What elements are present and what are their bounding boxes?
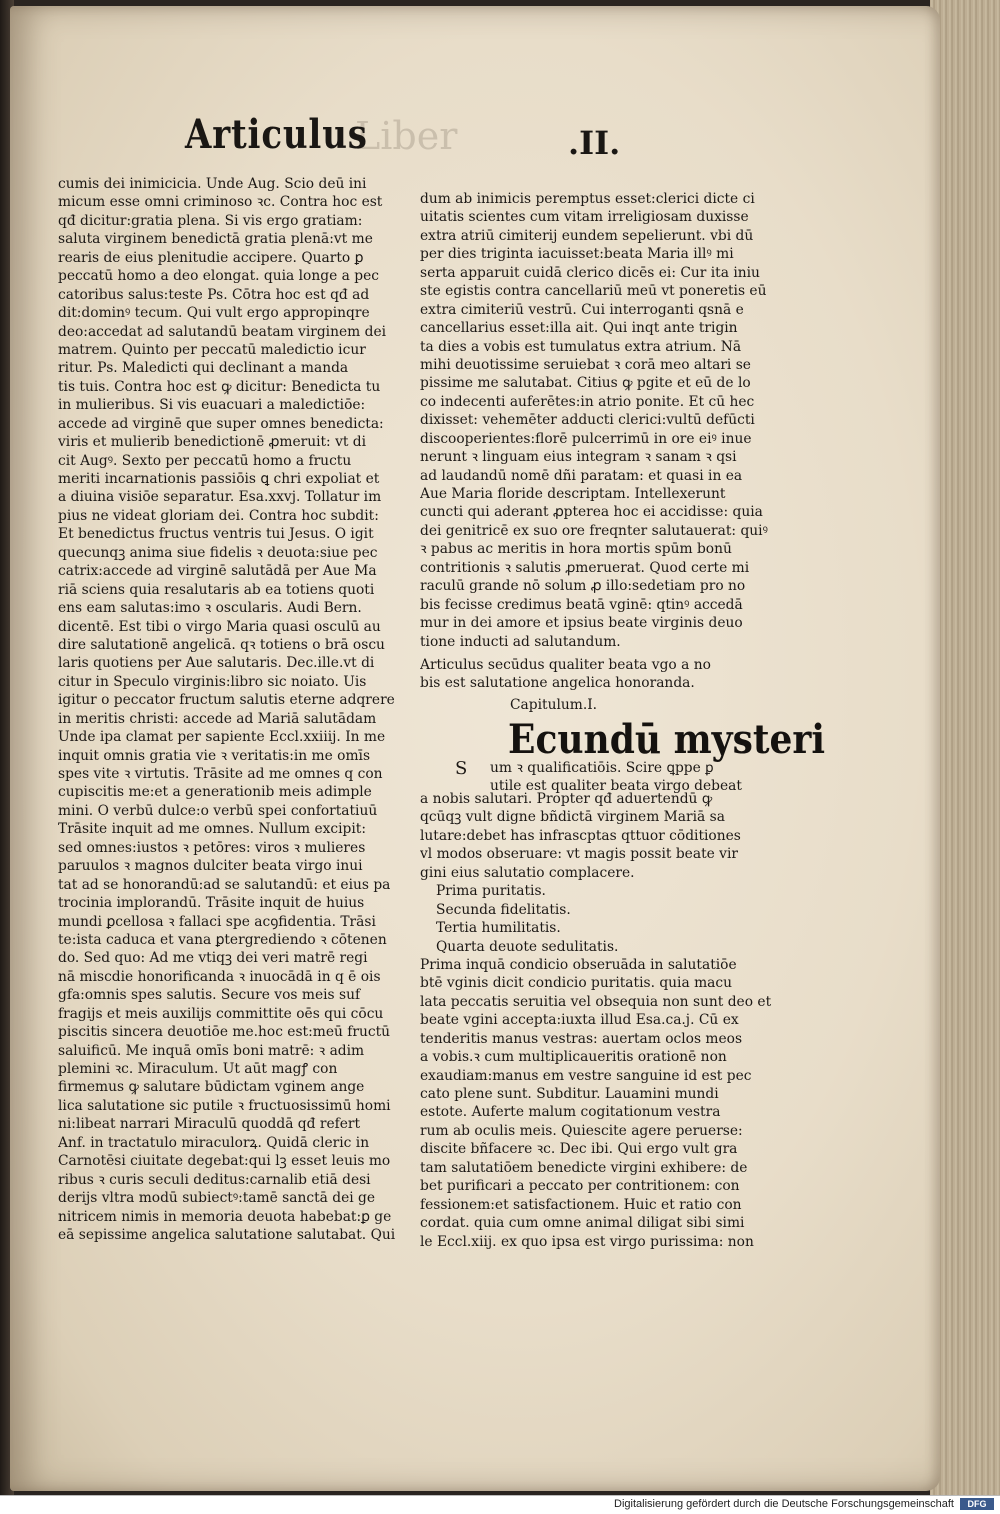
text-line: gfa:omnis spes salutis. Secure vos meis suf xyxy=(58,987,361,1004)
text-line: in meritis christi: accede ad Mariā salutādam xyxy=(58,710,377,727)
text-line: laris quotiens per Aue salutaris. Dec.ille.vt di xyxy=(58,655,375,672)
text-line: exaudiam:manus em vestre sanguine id est pec xyxy=(420,1067,752,1084)
text-line: extra cimiteriū vestrū. Cui interroganti qsnā e xyxy=(420,301,744,318)
text-line: fessionem:et satisfactionem. Huic et ratio con xyxy=(420,1196,742,1213)
text-line: pissime me salutabat. Citius ꝙ pgite et eū de lo xyxy=(420,375,751,392)
text-line: inquit omnis gratia vie ꝛ veritatis:in me omīs xyxy=(58,747,371,764)
text-line: igitur o peccator fructum salutis eterne adqrere xyxy=(58,692,395,709)
text-line: Aue Maria floride descriptam. Intellexerunt xyxy=(420,486,726,502)
text-line: ad laudandū nomē dñi paratam: et quasi in ea xyxy=(420,467,743,484)
text-line: cato plene sunt. Subditur. Lauamini mundi xyxy=(420,1086,719,1102)
text-line: rum ab oculis meis. Quiescite agere peruerse: xyxy=(420,1122,743,1139)
text-line: extra atriū cimiterij eundem sepelierunt. vbi dū xyxy=(420,227,754,244)
text-line: dicentē. Est tibi o virgo Maria quasi osculū au xyxy=(58,618,381,635)
text-line: do. Sed quo: Ad me vtiqꝫ dei veri matrē regi xyxy=(58,950,368,967)
text-line: qcūqꝫ vult digne bñdictā virginem Mariā sa xyxy=(420,809,725,826)
text-line: co indecenti auferētes:in atrio ponite. Et cū hec xyxy=(420,393,755,410)
text-line: trocinia implorandū. Trāsite inquit de huius xyxy=(58,895,365,912)
text-line: dire salutationē angelicā. qꝛ totiens o brā oscu xyxy=(58,636,385,653)
text-line: Tertia humilitatis. xyxy=(436,920,561,937)
text-line: Secunda fidelitatis. xyxy=(436,901,571,918)
text-line: per dies triginta iacuisset:beata Maria illꝰ mi xyxy=(420,246,734,263)
text-line: cancellarius esset:illa ait. Qui inqt ante trigin xyxy=(420,320,738,337)
text-line: Carnotēsi ciuitate degebat:qui lꝫ esset leuis mo xyxy=(58,1153,391,1170)
page-edge-stack xyxy=(930,0,1000,1495)
text-line: Anf. in tractatulo miraculorꝝ. Quidā cleric in xyxy=(58,1134,370,1151)
right-text-column-top xyxy=(420,190,772,650)
text-line: viris et mulierib benedictionē ꝓmeruit: vt di xyxy=(58,434,367,451)
text-line: mur in dei amore et ipsius beate virginis deuo xyxy=(420,615,743,632)
text-line: sed omnes:iustos ꝛ petōres: viros ꝛ mulieres xyxy=(58,839,366,856)
text-line: piscitis sincera deuotiōe me.hoc est:meū fructū xyxy=(58,1024,391,1041)
text-line: ta dies a vobis est tumulatus extra atrium. Nā xyxy=(420,338,742,355)
text-line: cit Augꝰ. Sexto per peccatū homo a fructu xyxy=(58,452,352,469)
text-line: micum esse omni criminoso ꝛc. Contra hoc est xyxy=(58,194,383,211)
text-line: serta apparuit cuidā clerico dicēs ei: Cur ita iniu xyxy=(420,264,760,281)
text-line: btē vginis dicit condicio puritatis. quia macu xyxy=(420,975,733,992)
chapter-label: Capitulum.I. xyxy=(510,697,598,713)
text-line: catoribus salus:teste Ps. Cōtra hoc est qđ ad xyxy=(58,286,370,303)
text-line: catrix:accede ad virginē salutādā per Aue Ma xyxy=(58,563,377,580)
text-line: tis tuis. Contra hoc est ꝙ dicitur: Benedicta tu xyxy=(58,378,381,395)
footer-credit: Digitalisierung gefördert durch die Deutsche Forschungsgemeinschaft xyxy=(614,1498,954,1510)
text-line: lutare:debet has infrascptas qttuor cōditiones xyxy=(420,827,741,844)
text-line: utile est qualiter beata virgo debeat xyxy=(490,778,742,795)
text-line: paruulos ꝛ magnos dulciter beata virgo inui xyxy=(58,858,363,875)
bleed-through-text: Liber xyxy=(355,114,458,158)
text-line: ens eam salutas:imo ꝛ oscularis. Audi Bern. xyxy=(58,600,362,617)
text-line: tenderitis manus vestras: auertam oclos meos xyxy=(420,1030,743,1047)
text-line: gini eius salutatio complacere. xyxy=(420,864,635,881)
text-line: ni:libeat narrari Miraculū quoddā qđ refert xyxy=(58,1116,361,1133)
text-line: in mulieribus. Si vis euacuari a maledictiōe: xyxy=(58,397,366,414)
text-line: uitatis scientes cum vitam irreligiosam duxisse xyxy=(420,209,749,226)
text-line: cordat. quia cum omne animal diligat sibi simi xyxy=(420,1215,745,1232)
folio-number: .II. xyxy=(568,124,621,162)
text-line: mundi ꝑcellosa ꝛ fallaci spe acꝯfidentia. Trāsi xyxy=(58,913,376,930)
text-line: rearis de eius plenitudie accipere. Quarto ꝑ xyxy=(58,249,364,266)
text-line: accede ad virginē que super omnes benedicta: xyxy=(58,415,384,432)
text-line: tam salutatiōem benedicte virgini exhibere: de xyxy=(420,1159,748,1176)
text-line: ribus ꝛ curis seculi deditus:carnalib etiā desi xyxy=(58,1171,371,1188)
text-line: saluificū. Me inquā omīs boni matrē: ꝛ adim xyxy=(58,1042,365,1059)
right-text-column-body xyxy=(420,790,772,1250)
text-line: deo:accedat ad salutandū beatam virginem dei xyxy=(58,323,387,340)
text-line: beate vgini accepta:iuxta illud Esa.ca.j. Cū ex xyxy=(420,1012,739,1029)
text-line: ritur. Ps. Maledicti qui declinant a manda xyxy=(58,360,349,377)
text-line: Quarta deuote sedulitatis. xyxy=(436,938,619,955)
text-line: discite bñfacere ꝛc. Dec ibi. Qui ergo vult gra xyxy=(420,1141,738,1158)
text-line: lica salutatione sic putile ꝛ fructuosissimū homi xyxy=(58,1097,391,1114)
chapter-opening-line: Ecundū mysteri xyxy=(508,716,826,763)
text-line: citur in Speculo virginis:libro sic noiato. Uis xyxy=(58,673,367,690)
text-line: ste egistis contra cancellariū meū vt poneretis eū xyxy=(420,283,767,300)
text-line: bet purificari a peccato per contritionem: con xyxy=(420,1178,740,1195)
text-line: Trāsite inquit ad me omnes. Nullum excipit: xyxy=(58,821,366,838)
heading-line: bis est salutatione angelica honoranda. xyxy=(420,675,695,692)
text-line: dixisset: vehemēter adducti clerici:vultū defūcti xyxy=(420,412,755,429)
text-line: matrem. Quinto per peccatū maledictio icur xyxy=(58,341,366,358)
text-line: plemini ꝛc. Miraculum. Ut aūt magꝭ con xyxy=(58,1061,338,1077)
text-line: fragijs et meis auxilijs committite oēs qui cōcu xyxy=(58,1005,384,1022)
text-line: tione inducti ad salutandum. xyxy=(420,633,621,650)
text-line: nerunt ꝛ linguam eius integram ꝛ sanam ꝛ qsi xyxy=(420,449,737,466)
text-line: a nobis salutari. Propter qđ aduertendū ꝙ xyxy=(420,791,713,807)
text-line: Et benedictus fructus ventris tui Jesus. O igit xyxy=(58,526,374,543)
text-line: Prima puritatis. xyxy=(436,883,546,900)
text-line: dit:dominꝰ tecum. Qui vult ergo appropinqre xyxy=(58,305,370,322)
text-line: cumis dei inimicicia. Unde Aug. Scio deū ini xyxy=(58,176,367,192)
text-line: cuncti qui aderant ꝓpterea hoc ei accidisse: quia xyxy=(420,504,763,521)
text-line: te:ista caduca et vana ꝑtergrediendo ꝛ cōtenen xyxy=(58,931,387,948)
dfg-logo: DFG xyxy=(960,1498,994,1510)
guide-letter: S xyxy=(455,758,468,779)
text-line: bis fecisse credimus beatā vginē: qtinꝰ accedā xyxy=(420,596,743,613)
running-head: Articulus xyxy=(185,111,368,158)
text-line: qđ dicitur:gratia plena. Si vis ergo gratiam: xyxy=(58,212,363,229)
text-line: lata peccatis seruitia vel obsequia non sunt deo et xyxy=(420,993,772,1010)
text-line: quecunqꝫ anima siue fidelis ꝛ deuota:siue pec xyxy=(58,544,378,561)
text-line: contritionis ꝛ salutis ꝓmeruerat. Quod certe mi xyxy=(420,559,750,576)
text-line: Prima inquā condicio obseruāda in salutatiōe xyxy=(420,956,737,973)
text-line: dum ab inimicis peremptus esset:clerici dicte ci xyxy=(420,191,755,207)
text-line: eā sepissime angelica salutatione salutabat. Qui xyxy=(58,1226,396,1243)
text-line: dei genitricē ex suo ore freqnter salutauerat: quiꝰ xyxy=(420,522,768,539)
text-line: a diuina visiōe separatur. Esa.xxvj. Tollatur im xyxy=(58,489,382,506)
text-line: nitricem nimis in memoria deuota habebat:ꝑ ge xyxy=(58,1208,392,1225)
text-line: ꝛ pabus ac meritis in hora mortis spūm bonū xyxy=(420,541,732,558)
text-line: estote. Auferte malum cogitationum vestra xyxy=(420,1104,721,1121)
text-line: a vobis.ꝛ cum multiplicaueritis orationē non xyxy=(420,1049,727,1066)
text-line: pius ne videat gloriam dei. Contra hoc subdit: xyxy=(58,507,379,524)
text-line: saluta virginem benedictā gratia plenā:vt me xyxy=(58,231,373,248)
text-line: peccatū homo a deo elongat. quia longe a pec xyxy=(58,268,379,285)
text-line: Unde ipa clamat per sapiente Eccl.xxiiij. In me xyxy=(58,729,386,746)
text-line: vl modos obseruare: vt magis possit beate vir xyxy=(420,846,738,863)
text-line: mini. O verbū dulce:o verbū spei confortatiuū xyxy=(58,802,378,819)
text-line: raculū grande nō solum ꝓ illo:sedetiam pro no xyxy=(420,578,746,595)
text-line: spes vite ꝛ virtutis. Trāsite ad me omnes q con xyxy=(58,766,383,782)
text-line: mihi deuotissime seruiebat ꝛ corā meo altari se xyxy=(420,356,751,373)
footer-bar xyxy=(0,1495,1000,1514)
text-line: discooperientes:florē pulcerrimū in ore eiꝰ inue xyxy=(420,430,752,447)
text-line: nā miscdie honorificanda ꝛ inuocādā in q ē ois xyxy=(58,968,381,985)
left-text-column xyxy=(58,175,403,1255)
text-line: derijs vltra modū subiectꝰ:tamē sanctā dei ge xyxy=(58,1190,376,1207)
text-line: cupiscitis me:et a generationib meis adimple xyxy=(58,784,372,801)
text-line: meriti incarnationis passiōis ꝗ chri expoliat et xyxy=(58,471,380,487)
heading-line: Articulus secūdus qualiter beata vgo a no xyxy=(420,657,711,673)
text-line: um ꝛ qualificatiōis. Scire ꝗppe ꝑ xyxy=(490,760,714,776)
text-line: le Eccl.xiij. ex quo ipsa est virgo purissima: non xyxy=(420,1233,754,1250)
text-line: firmemus ꝙ salutare būdictam vginem ange xyxy=(58,1079,365,1096)
text-line: tat ad se honorandū:ad se salutandū: et eius pa xyxy=(58,876,391,893)
text-line: riā sciens quia resalutaris ab ea totiens quoti xyxy=(58,581,375,598)
